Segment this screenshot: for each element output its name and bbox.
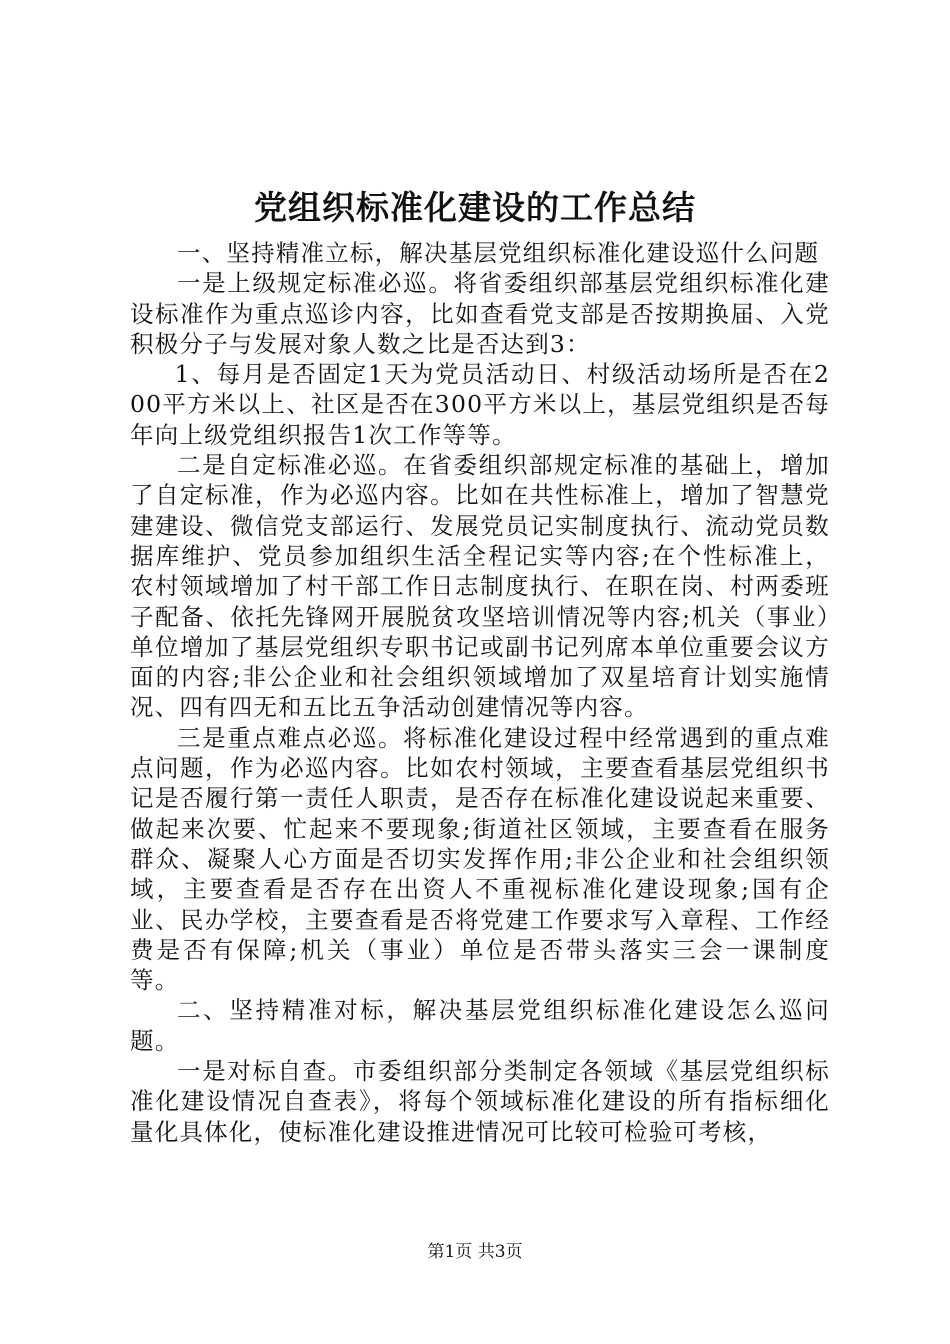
paragraph: 一是对标自查。市委组织部分类制定各领域《基层党组织标准化建设情况自查表》，将每个领域标准化建设的所有指标细化量化具体化，使标准化建设推进情况可比较可检验可考核， [130,1057,830,1146]
document-body [130,238,830,1147]
paragraph: 三是重点难点必巡。将标准化建设过程中经常遇到的重点难点问题，作为必巡内容。比如农村领域，主要查看基层党组织书记是否履行第一责任人职责，是否存在标准化建设说起来重要、做起来次要、忙起来不要现象;街道社区领域，主要查看在服务群众、凝聚人心方面是否切实发挥作用;非公企业和社会组织领域，主要查看是否存在出资人不重视标准化建设现象;国有企业、民办学校，主要查看是否将党建工作要求写入章程、工作经费是否有保障;机关（事业）单位是否带头落实三会一课制度等。 [130,723,830,995]
page-footer: 第1页 共3页 [427,1242,523,1262]
section-heading-1: 一、坚持精准立标，解决基层党组织标准化建设巡什么问题 [177,239,820,267]
paragraph: 一是上级规定标准必巡。将省委组织部基层党组织标准化建设标准作为重点巡诊内容，比如查看党支部是否按期换届、入党积极分子与发展对象人数之比是否达到3： [130,269,830,358]
paragraph: 二是自定标准必巡。在省委组织部规定标准的基础上，增加了自定标准，作为必巡内容。比如在共性标准上，增加了智慧党建建设、微信党支部运行、发展党员记实制度执行、流动党员数据库维护、党员参加组织生活全程记实等内容;在个性标准上，农村领域增加了村干部工作日志制度执行、在职在岗、村两委班子配备、依托先锋网开展脱贫攻坚培训情况等内容;机关（事业）单位增加了基层党组织专职书记或副书记列席本单位重要会议方面的内容;非公企业和社会组织领域增加了双星培育计划实施情况、四有四无和五比五争活动创建情况等内容。 [130,451,830,722]
section-heading-2: 二、坚持精准对标，解决基层党组织标准化建设怎么巡问题。 [130,996,830,1055]
paragraph: 1、每月是否固定1天为党员活动日、村级活动场所是否在200平方米以上、社区是否在300平方米以上，基层党组织是否每年向上级党组织报告1次工作等等。 [130,360,830,449]
document-title: 党组织标准化建设的工作总结 [254,188,696,227]
